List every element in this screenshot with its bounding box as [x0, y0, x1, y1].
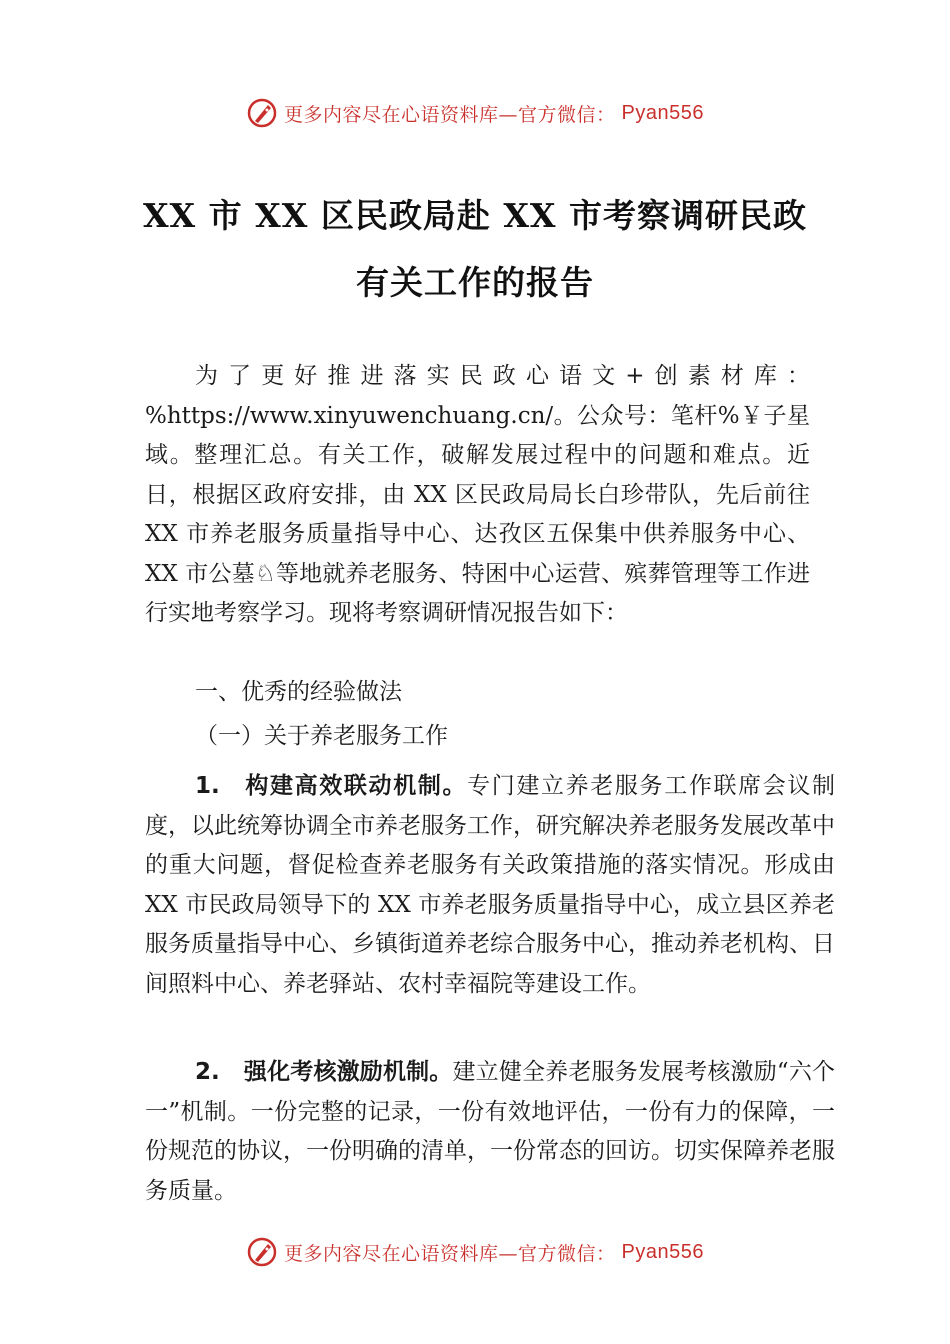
pen-nib-circle-icon — [246, 97, 278, 129]
watermark-wechat-id: Pyan556 — [621, 1240, 704, 1263]
item-1-paragraph — [145, 767, 835, 1004]
section-heading: 一、优秀的经验做法 — [195, 679, 402, 705]
item-2-paragraph — [145, 1053, 835, 1211]
item-2-lead: 强化考核激励机制。 — [243, 1059, 453, 1085]
item-1-number: 1. — [195, 773, 220, 799]
item-2-number: 2. — [195, 1059, 220, 1085]
item-1-body: 专门建立养老服务工作联席会议制度，以此统筹协调全市养老服务工作，研究解决养老服务发展改革中的重大问题，督促检查养老服务有关政策措施的落实情况。形成由 XX 市民政局领导下的 XX 市养老服务质量指导中心，成立县区养老服务质量指导中心、乡镇街道养老综合服务中心，推动养老机构、日间照料中心、养老驿站、农村幸福院等建设工作。 — [145, 773, 836, 997]
watermark-text: 更多内容尽在心语资料库—官方微信： — [284, 103, 616, 126]
document-title-line-2: 有关工作的报告 — [356, 263, 594, 302]
document-title-line-1: XX 市 XX 区民政局赴 XX 市考察调研民政 — [142, 196, 808, 235]
watermark-top — [0, 97, 950, 129]
watermark-bottom — [0, 1236, 950, 1268]
watermark-text: 更多内容尽在心语资料库—官方微信： — [284, 1242, 616, 1265]
item-1-lead: 构建高效联动机制。 — [243, 773, 468, 799]
watermark-wechat-id: Pyan556 — [621, 101, 704, 124]
item-2-body: 建立健全养老服务发展考核激励“六个一”机制。一份完整的记录，一份有效地评估，一份有力的保障，一份规范的协议，一份明确的清单，一份常态的回访。切实保障养老服务质量。 — [145, 1059, 836, 1204]
pen-nib-circle-icon — [246, 1236, 278, 1268]
subsection-heading: （一）关于养老服务工作 — [195, 723, 448, 749]
intro-paragraph: 为了更好推进落实民政心语文+创素材库：%https://www.xinyuwenchuang.cn/。公众号：笔杆%￥子星域。整理汇总。有关工作，破解发展过程中的问题和难点。近日，根据区政府安排，由 XX 区民政局局长白珍带队，先后前往 XX 市养老服务质量指导中心、达孜区五保集中供养服务中心、XX 市公墓♘等地就养老服务、特困中心运营、殡葬管理等工作进行实地考察学习。现将考察调研情况报告如下： — [145, 363, 810, 626]
